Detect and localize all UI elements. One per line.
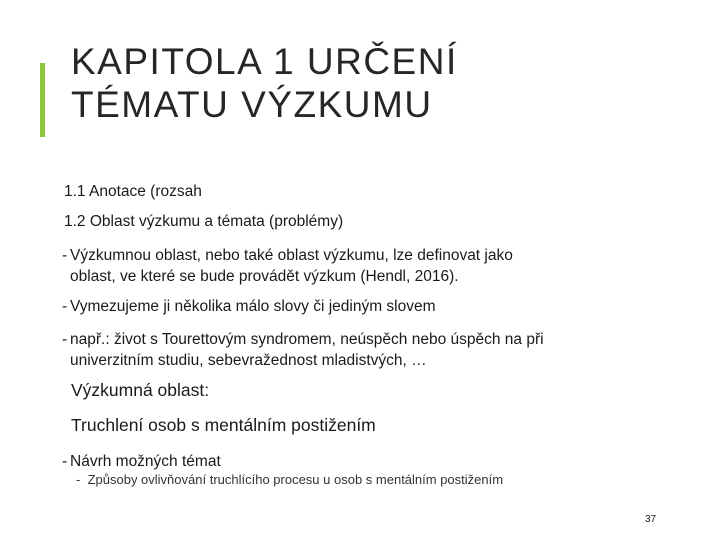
list-item-anotace: 1.1 Anotace (rozsah: [64, 183, 202, 200]
title-line-1: KAPITOLA 1 URČENÍ: [71, 41, 458, 82]
bullet-vymezujeme: [62, 296, 436, 317]
bullet-example-line-1: např.: život s Tourettovým syndromem, neúspěch nebo úspěch na při: [70, 331, 544, 348]
bullet-dash: -: [62, 247, 68, 264]
bullet-dash: -: [62, 331, 68, 348]
bullet-navrh-temat-text: Návrh možných témat: [70, 453, 221, 470]
title-line-2: TÉMATU VÝZKUMU: [71, 84, 433, 125]
bullet-example-line-2: univerzitním studiu, sebevražednost mladistvých, …: [70, 352, 427, 369]
sub-bullet-zpusoby-text: Způsoby ovlivňování truchlícího procesu u osob s mentálním postižením: [87, 472, 504, 487]
bullet-definition-line-1: Výzkumnou oblast, nebo také oblast výzkumu, lze definovat jako: [70, 247, 513, 264]
bullet-dash: -: [62, 453, 68, 470]
research-area-value: Truchlení osob s mentálním postižením: [71, 415, 376, 435]
bullet-definition: [62, 245, 513, 287]
bullet-navrh-temat: [62, 451, 221, 472]
bullet-vymezujeme-text: Vymezujeme ji několika málo slovy či jediným slovem: [70, 298, 436, 315]
bullet-definition-line-2: oblast, ve které se bude provádět výzkum (Hendl, 2016).: [70, 268, 459, 285]
research-area-label: Výzkumná oblast:: [71, 380, 210, 400]
bullet-dash: -: [62, 298, 68, 315]
sub-bullet-dash: -: [76, 472, 81, 487]
list-item-oblast-vyzkumu: 1.2 Oblast výzkumu a témata (problémy): [64, 213, 344, 230]
slide-title: [71, 40, 671, 126]
bullet-example: [62, 329, 544, 371]
sub-bullet-zpusoby: [76, 472, 503, 487]
title-accent-bar: [40, 63, 45, 137]
page-number: 37: [645, 514, 657, 525]
